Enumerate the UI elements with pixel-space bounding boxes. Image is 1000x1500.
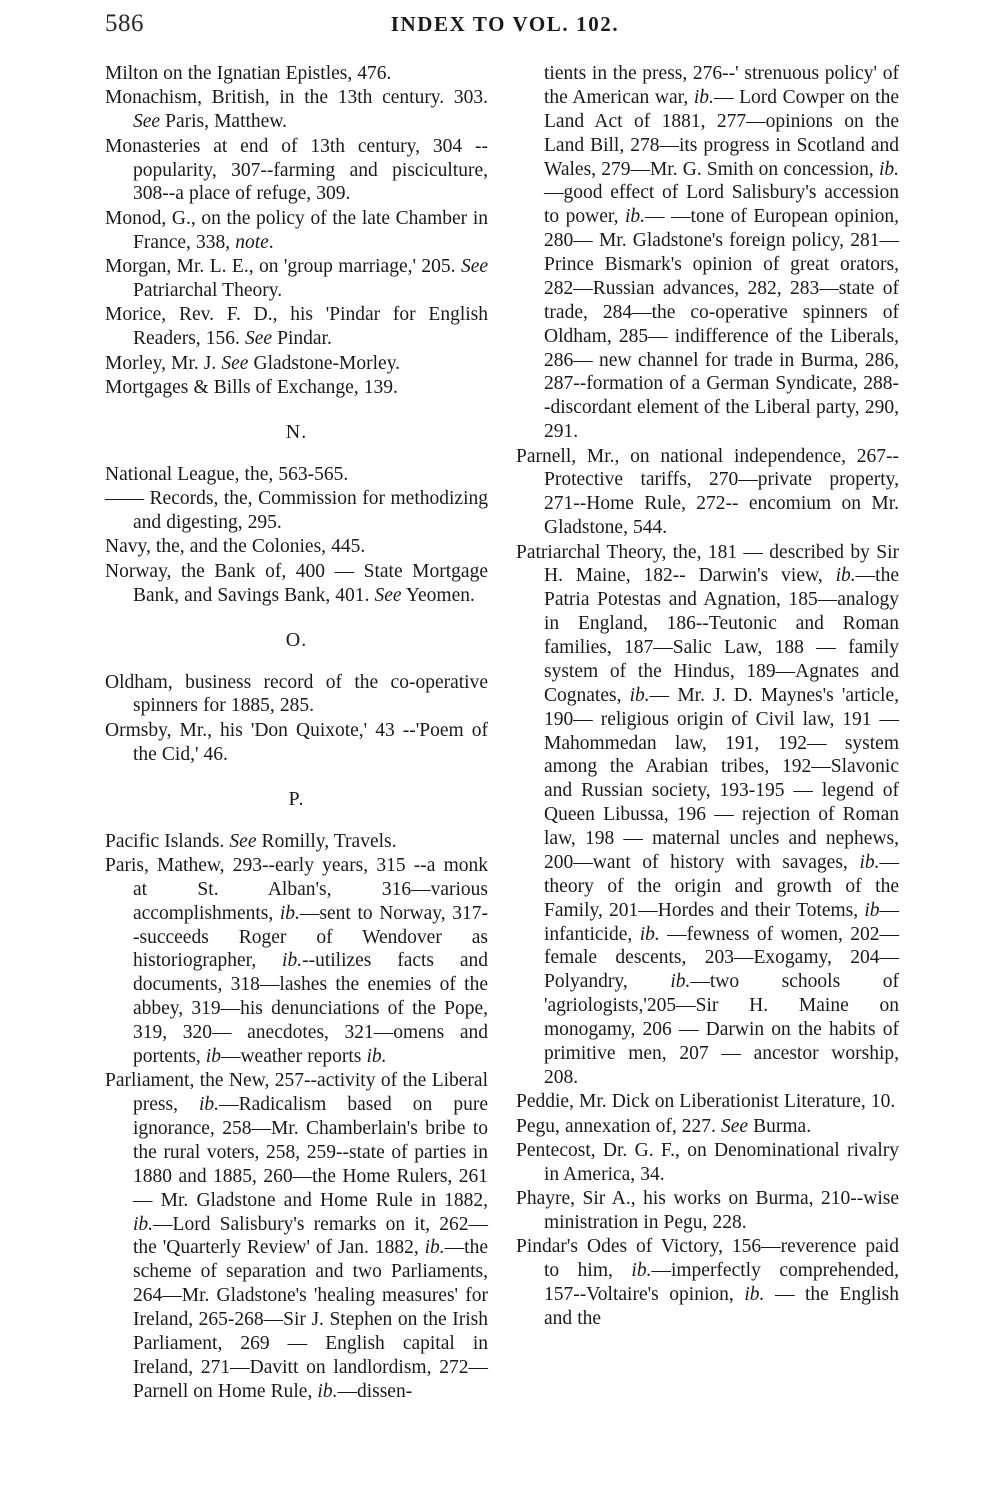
index-entry: Parnell, Mr., on national independence, 267--Protective tariffs, 270—private property, 271--Home Rule, 272-- encomium on Mr. Gladstone, 544.	[516, 445, 899, 539]
section-letter-o: O.	[285, 628, 308, 651]
column-left	[105, 62, 488, 1404]
index-entry: Navy, the, and the Colonies, 445.	[105, 536, 366, 558]
index-entry: Patriarchal Theory, the, 181 — described by Sir H. Maine, 182-- Darwin's view, ib.—the Patria Potestas and Agnation, 185—analogy in England, 186--Teutonic and Roman families, 187—Salic Law, 188 — family system of the Hindus, 189—Agnates and Cognates, ib.— Mr. J. D. Maynes's 'article, 190— religious origin of Civil law, 191 —Mahommedan law, 191, 192— system among the Arabian tribes, 192—Slavonic and Russian society, 193-195 — legend of Queen Libussa, 196 — rejection of Roman law, 198 — maternal uncles and nephews, 200—want of history with savages, ib.—theory of the origin and growth of the Family, 201—Hordes and their Totems, ib—infanticide, ib. —fewness of women, 202—female descents, 203—Exogamy, 204—Polyandry, ib.—two schools of 'agriologists,'205—Sir H. Maine on monogamy, 206 — Darwin on the habits of primitive men, 207 — ancestor worship, 208.	[516, 541, 899, 1088]
section-letter-p: P.	[288, 787, 305, 810]
index-entry: Oldham, business record of the co-operative spinners for 1885, 285.	[105, 671, 488, 717]
index-entry: Morice, Rev. F. D., his 'Pindar for English Readers, 156. See Pindar.	[105, 304, 488, 350]
index-entry: Norway, the Bank of, 400 — State Mortgage Bank, and Savings Bank, 401. See Yeomen.	[105, 560, 488, 606]
index-entry: Parliament, the New, 257--activity of the Liberal press, ib.—Radicalism based on pure ignorance, 258—Mr. Chamberlain's bribe to the rural voters, 258, 259--state of parties in 1880 and 1885, 260—the Home Rulers, 261 — Mr. Gladstone and Home Rule in 1882, ib.—Lord Salisbury's remarks on it, 262—the 'Quarterly Review' of Jan. 1882, ib.—the scheme of separation and two Parliaments, 264—Mr. Gladstone's 'healing measures' for Ireland, 265-268—Sir J. Stephen on the Irish Parliament, 269 — English capital in Ireland, 271—Davitt on landlordism, 272— Parnell on Home Rule, ib.—dissen-	[105, 1070, 488, 1402]
section-letter-n: N.	[285, 420, 308, 443]
index-entry: Ormsby, Mr., his 'Don Quixote,' 43 --'Poem of the Cid,' 46.	[105, 719, 488, 765]
index-entry: Paris, Mathew, 293--early years, 315 --a monk at St. Alban's, 316—various accomplishments, ib.—sent to Norway, 317--succeeds Roger of Wendover as historiographer, ib.--utilizes facts and documents, 318—lashes the enemies of the abbey, 319—his denunciations of the Pope, 319, 320— anecdotes, 321—omens and portents, ib—weather reports ib.	[105, 854, 488, 1067]
index-entry-continued: tients in the press, 276--' strenuous policy' of the American war, ib.— Lord Cowper on the Land Act of 1881, 277—opinions on the Land Bill, 278—its progress in Scotland and Wales, 279—Mr. G. Smith on concession, ib.—good effect of Lord Salisbury's accession to power, ib.— —tone of European opinion, 280— Mr. Gladstone's foreign policy, 281— Prince Bismark's opinion of great orators, 282—Russian advances, 282, 283—state of trade, 284—the co-operative spinners of Oldham, 285— indifference of the Liberals, 286— new channel for trade in Burma, 286, 287--formation of a German Syndicate, 288--discordant element of the Liberal party, 290, 291.	[544, 63, 899, 443]
column-right	[516, 62, 899, 1331]
index-columns	[105, 62, 905, 1404]
running-head	[105, 10, 905, 46]
index-entry: Pacific Islands. See Romilly, Travels.	[105, 830, 397, 852]
index-entry: Pentecost, Dr. G. F., on Denominational rivalry in America, 34.	[516, 1139, 899, 1185]
index-entry: Monachism, British, in the 13th century. 303. See Paris, Matthew.	[105, 87, 488, 133]
index-entry: Morgan, Mr. L. E., on 'group marriage,' 205. See Patriarchal Theory.	[105, 256, 488, 301]
index-entry: National League, the, 563-565.	[105, 463, 349, 485]
index-entry: Mortgages & Bills of Exchange, 139.	[105, 376, 398, 398]
index-entry: Morley, Mr. J. See Gladstone-Morley.	[105, 352, 401, 374]
index-entry: —— Records, the, Commission for methodizing and digesting, 295.	[105, 488, 488, 533]
page-title: INDEX TO VOL. 102.	[390, 12, 620, 36]
index-entry: Phayre, Sir A., his works on Burma, 210--wise ministration in Pegu, 228.	[516, 1188, 899, 1233]
index-entry: Peddie, Mr. Dick on Liberationist Literature, 10.	[516, 1091, 896, 1113]
index-entry: Milton on the Ignatian Epistles, 476.	[105, 63, 392, 84]
index-entry: Monod, G., on the policy of the late Chamber in France, 338, note.	[105, 207, 488, 253]
index-entry: Pegu, annexation of, 227. See Burma.	[516, 1115, 812, 1137]
index-entry: Pindar's Odes of Victory, 156—reverence paid to him, ib.—imperfectly comprehended, 157--Voltaire's opinion, ib. — the English and the	[516, 1236, 899, 1329]
index-entry: Monasteries at end of 13th century, 304 --popularity, 307--farming and pisciculture, 308--a place of refuge, 309.	[105, 135, 488, 205]
page-folio: 586	[105, 10, 144, 37]
